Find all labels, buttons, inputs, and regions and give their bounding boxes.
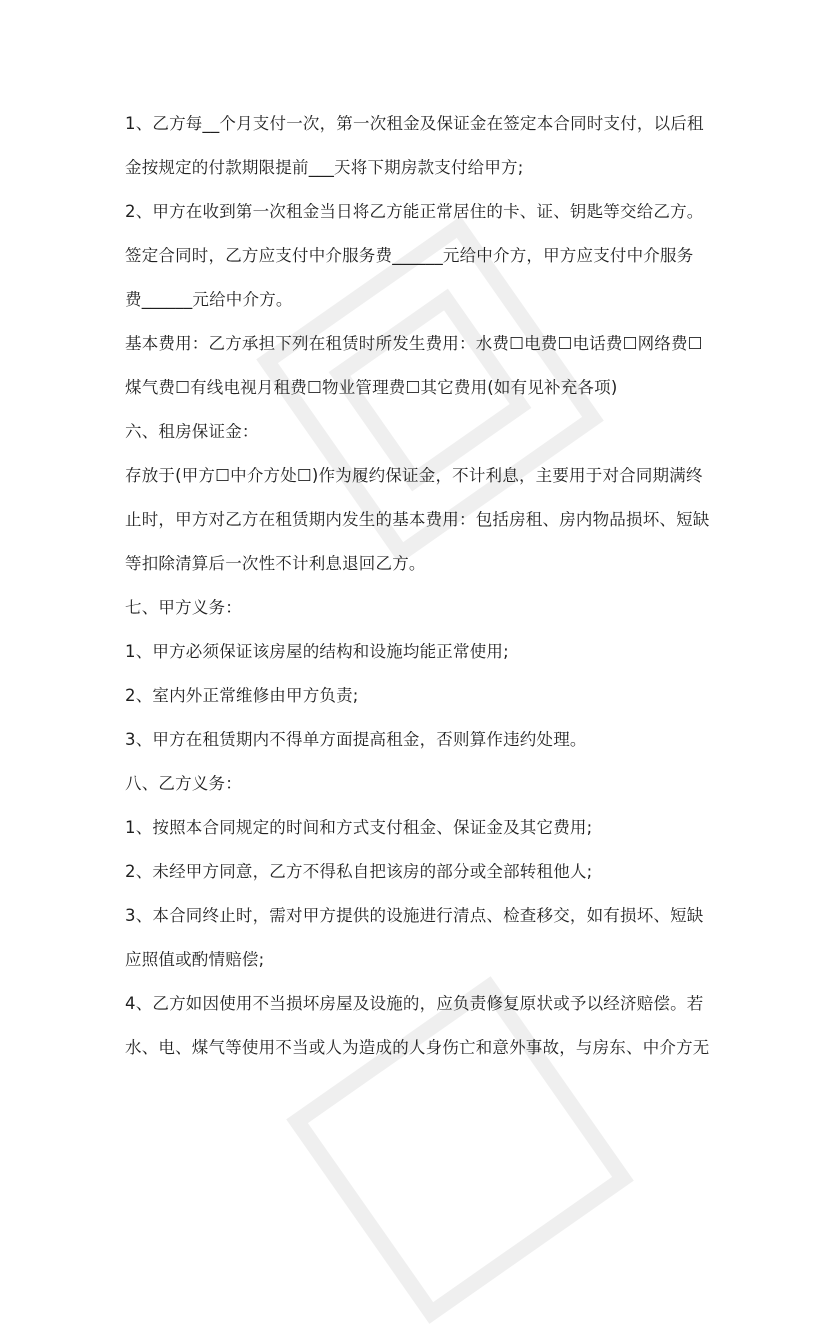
paragraph-line: 等扣除清算后一次性不计利息退回乙方。: [125, 554, 426, 573]
paragraph-line: 3、甲方在租赁期内不得单方面提高租金，否则算作违约处理。: [125, 730, 587, 749]
paragraph-line: 签定合同时，乙方应支付中介服务费______元给中介方，甲方应支付中介服务: [125, 246, 694, 265]
paragraph-line: 费______元给中介方。: [125, 290, 293, 309]
paragraph-line: 止时，甲方对乙方在租赁期内发生的基本费用：包括房租、房内物品损坏、短缺: [125, 510, 710, 529]
paragraph-line: 1、甲方必须保证该房屋的结构和设施均能正常使用;: [125, 642, 509, 661]
section-heading: 八、乙方义务：: [125, 774, 242, 793]
paragraph-line: 水、电、煤气等使用不当或人为造成的人身伤亡和意外事故，与房东、中介方无: [125, 1038, 710, 1057]
paragraph-line: 基本费用：乙方承担下列在租赁时所发生费用：水费☐电费☐电话费☐网络费☐: [125, 334, 703, 353]
paragraph-line: 1、乙方每__个月支付一次，第一次租金及保证金在签定本合同时支付，以后租: [125, 114, 704, 133]
paragraph-line: 2、室内外正常维修由甲方负责;: [125, 686, 359, 705]
section-heading: 七、甲方义务：: [125, 598, 242, 617]
paragraph-line: 存放于(甲方☐中介方处☐)作为履约保证金，不计利息，主要用于对合同期满终: [125, 466, 703, 485]
paragraph-line: 2、甲方在收到第一次租金当日将乙方能正常居住的卡、证、钥匙等交给乙方。: [125, 202, 704, 221]
watermark-logo-bottom: [279, 969, 641, 1331]
paragraph-line: 金按规定的付款期限提前___天将下期房款支付给甲方;: [125, 158, 524, 177]
section-heading: 六、租房保证金：: [125, 422, 259, 441]
paragraph-line: 2、未经甲方同意，乙方不得私自把该房的部分或全部转租他人;: [125, 862, 593, 881]
paragraph-line: 1、按照本合同规定的时间和方式支付租金、保证金及其它费用;: [125, 818, 593, 837]
paragraph-line: 煤气费☐有线电视月租费☐物业管理费☐其它费用(如有见补充各项): [125, 378, 618, 397]
paragraph-line: 3、本合同终止时，需对甲方提供的设施进行清点、检查移交，如有损坏、短缺: [125, 906, 704, 925]
paragraph-line: 应照值或酌情赔偿;: [125, 950, 265, 969]
paragraph-line: 4、乙方如因使用不当损坏房屋及设施的，应负责修复原状或予以经济赔偿。若: [125, 994, 704, 1013]
